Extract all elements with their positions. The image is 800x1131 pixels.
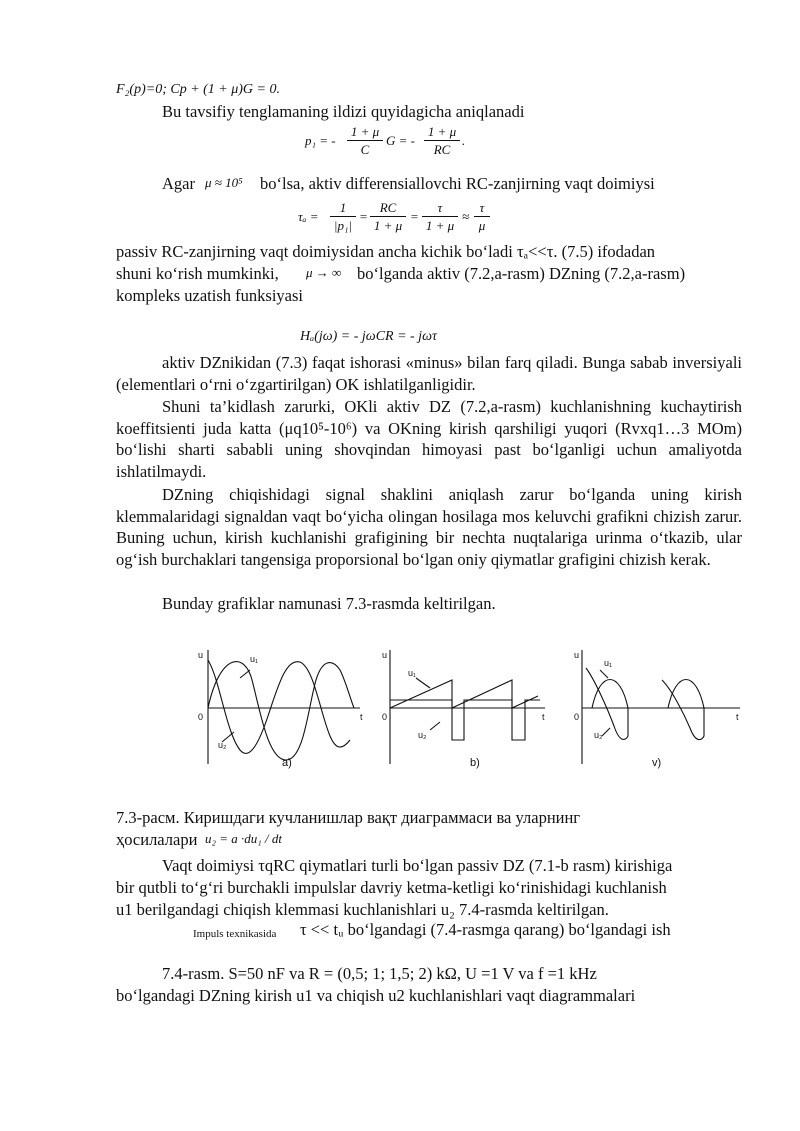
caption-7-4-line-1: 7.4-rasm. S=50 nF va R = (0,5; 1; 1,5; 2) kΩ, U =1 V va f =1 kHz (162, 964, 597, 983)
panel-b-label-in: u₁ (408, 668, 417, 678)
panel-a-origin: 0 (198, 712, 204, 722)
equation-H-a: Hₐ(jω) = - jωCR = - jωτ (300, 329, 437, 344)
panel-a-input-curve (208, 662, 354, 760)
paragraph-7-line-3: u1 berilgandagi chiqish klemmasi kuchlanishlari u₂ 7.4-rasmda keltirilgan. (116, 900, 609, 919)
paragraph-7-line-1: Vaqt doimiysi τqRC qiymatlari turli bo‘lgan passiv DZ (7.1-b rasm) kirishiga (162, 856, 673, 875)
panel-a-label-in: u₁ (250, 654, 259, 664)
panel-c-label-in: u₁ (604, 658, 613, 668)
panel-c-derivative-1 (586, 668, 628, 739)
caption-7-3-line-1: 7.3-расм. Киришдаги кучланишлар вақт диаграммаси ва уларнинг (116, 808, 581, 827)
panel-a-derivative-curve (208, 660, 350, 753)
panel-c-input-pulse-1 (592, 680, 628, 709)
panel-b-origin: 0 (382, 712, 388, 722)
paragraph-7-line-2: bir qutbli to‘g‘ri burchakli impulslar davriy ketma-ketligi ko‘rinishidagi kuchlanish (116, 878, 667, 897)
mu-infinity-condition: μ → ∞ (306, 265, 342, 280)
figure-7-3 (190, 640, 760, 780)
document-page: F₂(p)=0; Cp + (1 + μ)G = 0. Bu tavsifiy tenglamaning ildizi quyidagicha aniqlanadi p₁ = - $\frac{1 + \mu}{C}$ G = - $\frac{1 + \mu}{RC}$ . Agar μ ≈ 10⁵ bo‘lsa, aktiv differensiallovchi RC-zanjirning vaqt doimiysi τₐ = $\frac{1}{\text{|p₁|}}$ = $\frac{RC}{1 + \mu}$ = $\frac{\tau}{1 + \mu}$ ≈ $\frac{\tau}{\mu}$ passiv RC-zanjirning vaqt doimiysidan ancha kichik bo‘ladi τₐ<<τ. (7.5) ifodadan shuni ko‘rish mumkinki, μ → ∞ bo‘lganda aktiv (7.2,a-rasm) DZning (7.2,a-rasm) kompleks uzatish funksiyasi Hₐ(jω) = - jωCR = - jωτ aktiv DZnikidan (7.3) faqat ishorasi «minus» bilan farq qiladi. Bunga sabab inversiyali (elementlari o‘rni o‘zgartirilgan) OK ishlatilganligidir. Shuni ta’kidlash zarurki, OKli aktiv DZ (7.2,a-rasm) kuchlanishning kuchaytirish koeffitsienti juda katta (μq10⁵-10⁶) va OKning kirish qarshiligi yuqori (Rvxq1…3 MOm) bo‘lishi sharti sababli uning shovqindan himoyasi past bo‘lganligi uchun amaliyotda ishlatilmaydi. DZning chiqishidagi signal shaklini aniqlash zarur bo‘lganda uning kirish klemmalaridagi signaldan vaqt bo‘yicha olingan hosilaga mos keluvchi grafikni chizish zarur. Buning uchun, kirish kuchlanishi grafigining bir nechta nuqtalariga urinma o‘tkazib, ular og‘ish burchaklari tangensiga proporsional bo‘lgan oniy qiymatlar grafigini chizish kerak. Bunday grafiklar namunasi 7.3-rasmda keltirilgan. u t 0 u₁ u₂ u t 0 u₁ u₂ u t 0 u₁ u₂ a) b) v) 7.3-расм. Киришдаги кучланишлар вақт диаграммаси ва уларнинг ҳосилалари u₂ = a ·du₁ / dt Vaqt doimiysi τqRC qiymatlari turli bo‘lgan passiv DZ (7.1-b rasm) kirishiga bir qutbli to‘g‘ri burchakli impulslar davriy ketma-ketligi ko‘rinishidagi kuchlanish u1 berilgandagi chiqish klemmasi kuchlanishlari u₂ 7.4-rasmda keltirilgan. Impuls texnikasida τ << tᵤ bo‘lgandagi (7.4-rasmga qarang) bo‘lgandagi ish 7.4-rasm. S=50 nF va R = (0,5; 1; 1,5; 2) kΩ, U =1 V va f =1 kHz bo‘lgandagi DZning kirish u1 va chiqish u2 kuchlanishlari vaqt diagrammalari (0, 0, 800, 1131)
panel-c-caption: v) (652, 757, 662, 769)
paragraph-6: Bunday grafiklar namunasi 7.3-rasmda keltirilgan. (162, 594, 496, 613)
panel-b-axis-y-label: u (382, 650, 388, 660)
paragraph-3: aktiv DZnikidan (7.3) faqat ishorasi «minus» bilan farq qiladi. Bunga sabab inversiyali (elementlari o‘rni o‘zgartirilgan) OK ishlatilganligidir. (116, 353, 742, 394)
paragraph-2-line-1: passiv RC-zanjirning vaqt doimiysidan ancha kichik bo‘ladi τₐ<<τ. (7.5) ifodadan (116, 242, 656, 261)
panel-a-axis-y-label: u (198, 650, 204, 660)
caption-7-3-line-2: ҳосилалари (116, 830, 198, 849)
caption-7-4-line-2: bo‘lgandagi DZning kirish u1 va chiqish u2 kuchlanishlari vaqt diagrammalari (116, 986, 636, 1005)
panel-a-axis-x-label: t (360, 712, 363, 722)
agar-prefix: Agar (162, 174, 195, 193)
panel-c-label-out: u₂ (594, 730, 603, 740)
agar-condition: μ ≈ 10⁵ (205, 175, 243, 190)
caption-7-3-equation: u₂ = a ·du₁ / dt (205, 831, 283, 846)
paragraph-2-line-2a: shuni ko‘rish mumkinki, (116, 264, 279, 283)
panel-b-axis-x-label: t (542, 712, 545, 722)
paragraph-5: DZning chiqishidagi signal shaklini aniqlash zarur bo‘lganda uning kirish klemmalaridagi signaldan vaqt bo‘yicha olingan hosilaga mos keluvchi grafikni chizish zarur. Buning uchun, kirish kuchlanishi grafigining bir nechta nuqtalariga urinma o‘tkazib, ular og‘ish burchaklari tangensiga proporsional bo‘lgan oniy qiymatlar grafigini chizish kerak. (116, 485, 742, 569)
panel-a-caption: a) (282, 757, 292, 769)
paragraph-4: Shuni ta’kidlash zarurki, OKli aktiv DZ (7.2,a-rasm) kuchlanishning kuchaytirish koeffitsienti juda katta (μq10⁵-10⁶) va OKning kirish qarshiligi yuqori (Rvxq1…3 MOm) bo‘lishi sharti sababli uning shovqindan himoyasi past bo‘lganligi uchun amaliyotda ishlatilmaydi. (116, 397, 742, 481)
panel-b-label-out: u₂ (418, 730, 427, 740)
panel-a-label-out: u₂ (218, 740, 227, 750)
paragraph-2-line-3: kompleks uzatish funksiyasi (116, 286, 303, 305)
impuls-rest-text: τ << tᵤ bo‘lgandagi (7.4-rasmga qarang) bo‘lgandagi ish (300, 920, 671, 939)
panel-c-input-pulse-2 (668, 680, 704, 709)
panel-c-axis-y-label: u (574, 650, 580, 660)
panel-c-axis-x-label: t (736, 712, 739, 722)
agar-suffix: bo‘lsa, aktiv differensiallovchi RC-zanjirning vaqt doimiysi (260, 174, 655, 193)
impuls-small-text: Impuls texnikasida (193, 928, 277, 940)
formula-characteristic-equation: F₂(p)=0; Cp + (1 + μ)G = 0. (116, 82, 280, 97)
paragraph-2-line-2b: bo‘lganda aktiv (7.2,a-rasm) DZning (7.2,a-rasm) (357, 264, 686, 283)
panel-c-origin: 0 (574, 712, 580, 722)
panel-b-caption: b) (470, 757, 480, 769)
paragraph-1: Bu tavsifiy tenglamaning ildizi quyidagicha aniqlanadi (162, 102, 525, 121)
